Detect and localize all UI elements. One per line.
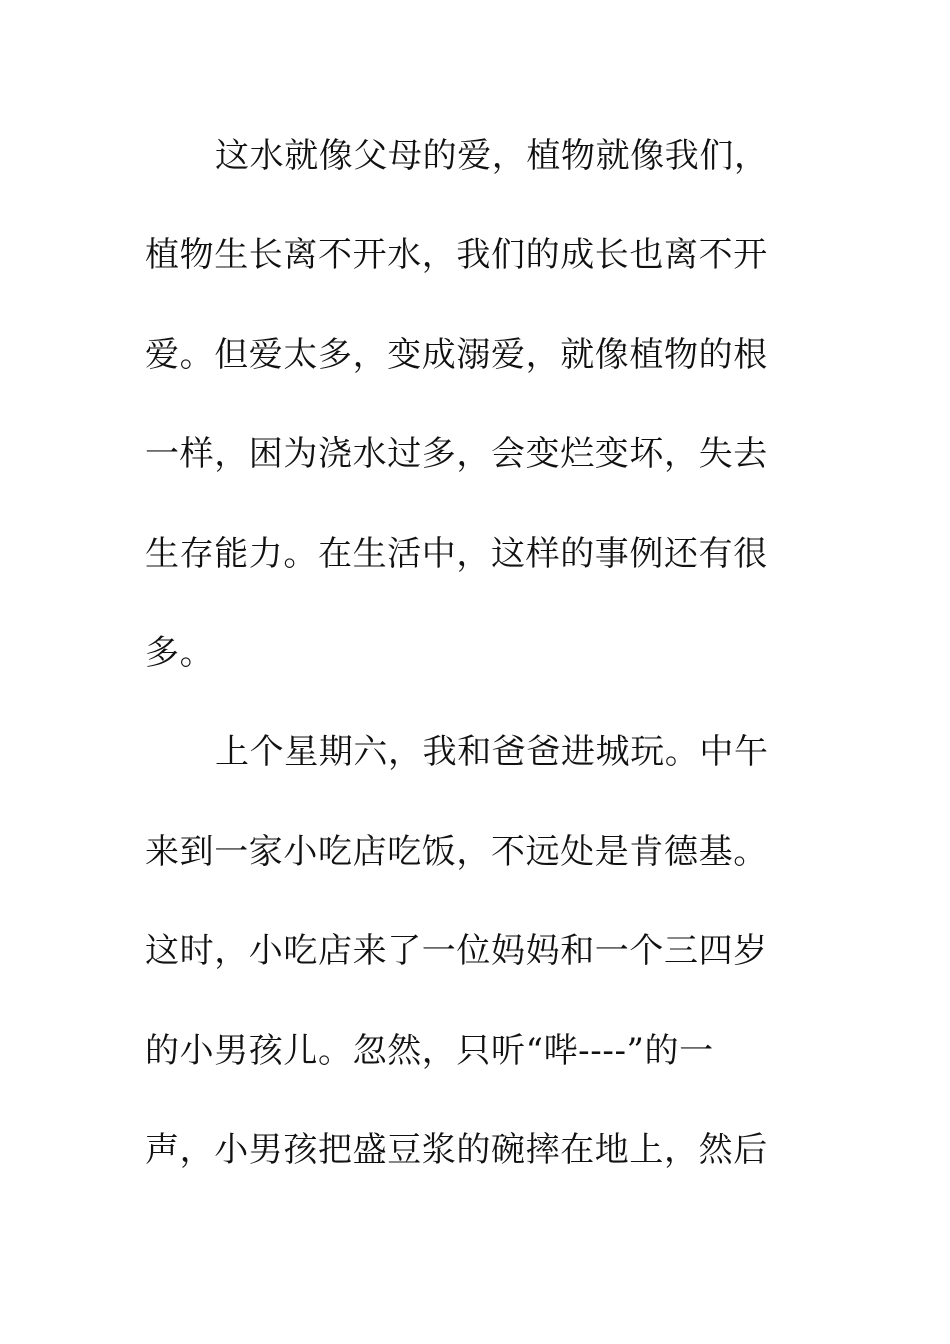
paragraph-2-line-3: 这时，小吃店来了一位妈妈和一个三四岁 (145, 931, 768, 972)
paragraph-1-line-2: 植物生长离不开水，我们的成长也离不开 (145, 235, 768, 276)
paragraph-2-line-2: 来到一家小吃店吃饭，不远处是肯德基。 (145, 831, 768, 872)
paragraph-1-line-3: 爱。但爱太多，变成溺爱，就像植物的根 (145, 334, 768, 375)
paragraph-1-line-6: 多。 (145, 632, 215, 673)
paragraph-1-line-1: 这水就像父母的爱，植物就像我们， (215, 136, 769, 176)
paragraph-1-line-5: 生存能力。在生活中，这样的事例还有很 (145, 533, 768, 574)
paragraph-2-line-4: 的小男孩儿。忽然，只听“哔----”的一 (145, 1030, 714, 1071)
paragraph-2-line-1: 上个星期六，我和爸爸进城玩。中午 (215, 732, 769, 773)
paragraph-2-line-5: 声，小男孩把盛豆浆的碗摔在地上，然后 (145, 1129, 768, 1170)
body-text (145, 118, 785, 1211)
paragraph-1-line-4: 一样，困为浇水过多，会变烂变坏，失去 (145, 434, 768, 475)
